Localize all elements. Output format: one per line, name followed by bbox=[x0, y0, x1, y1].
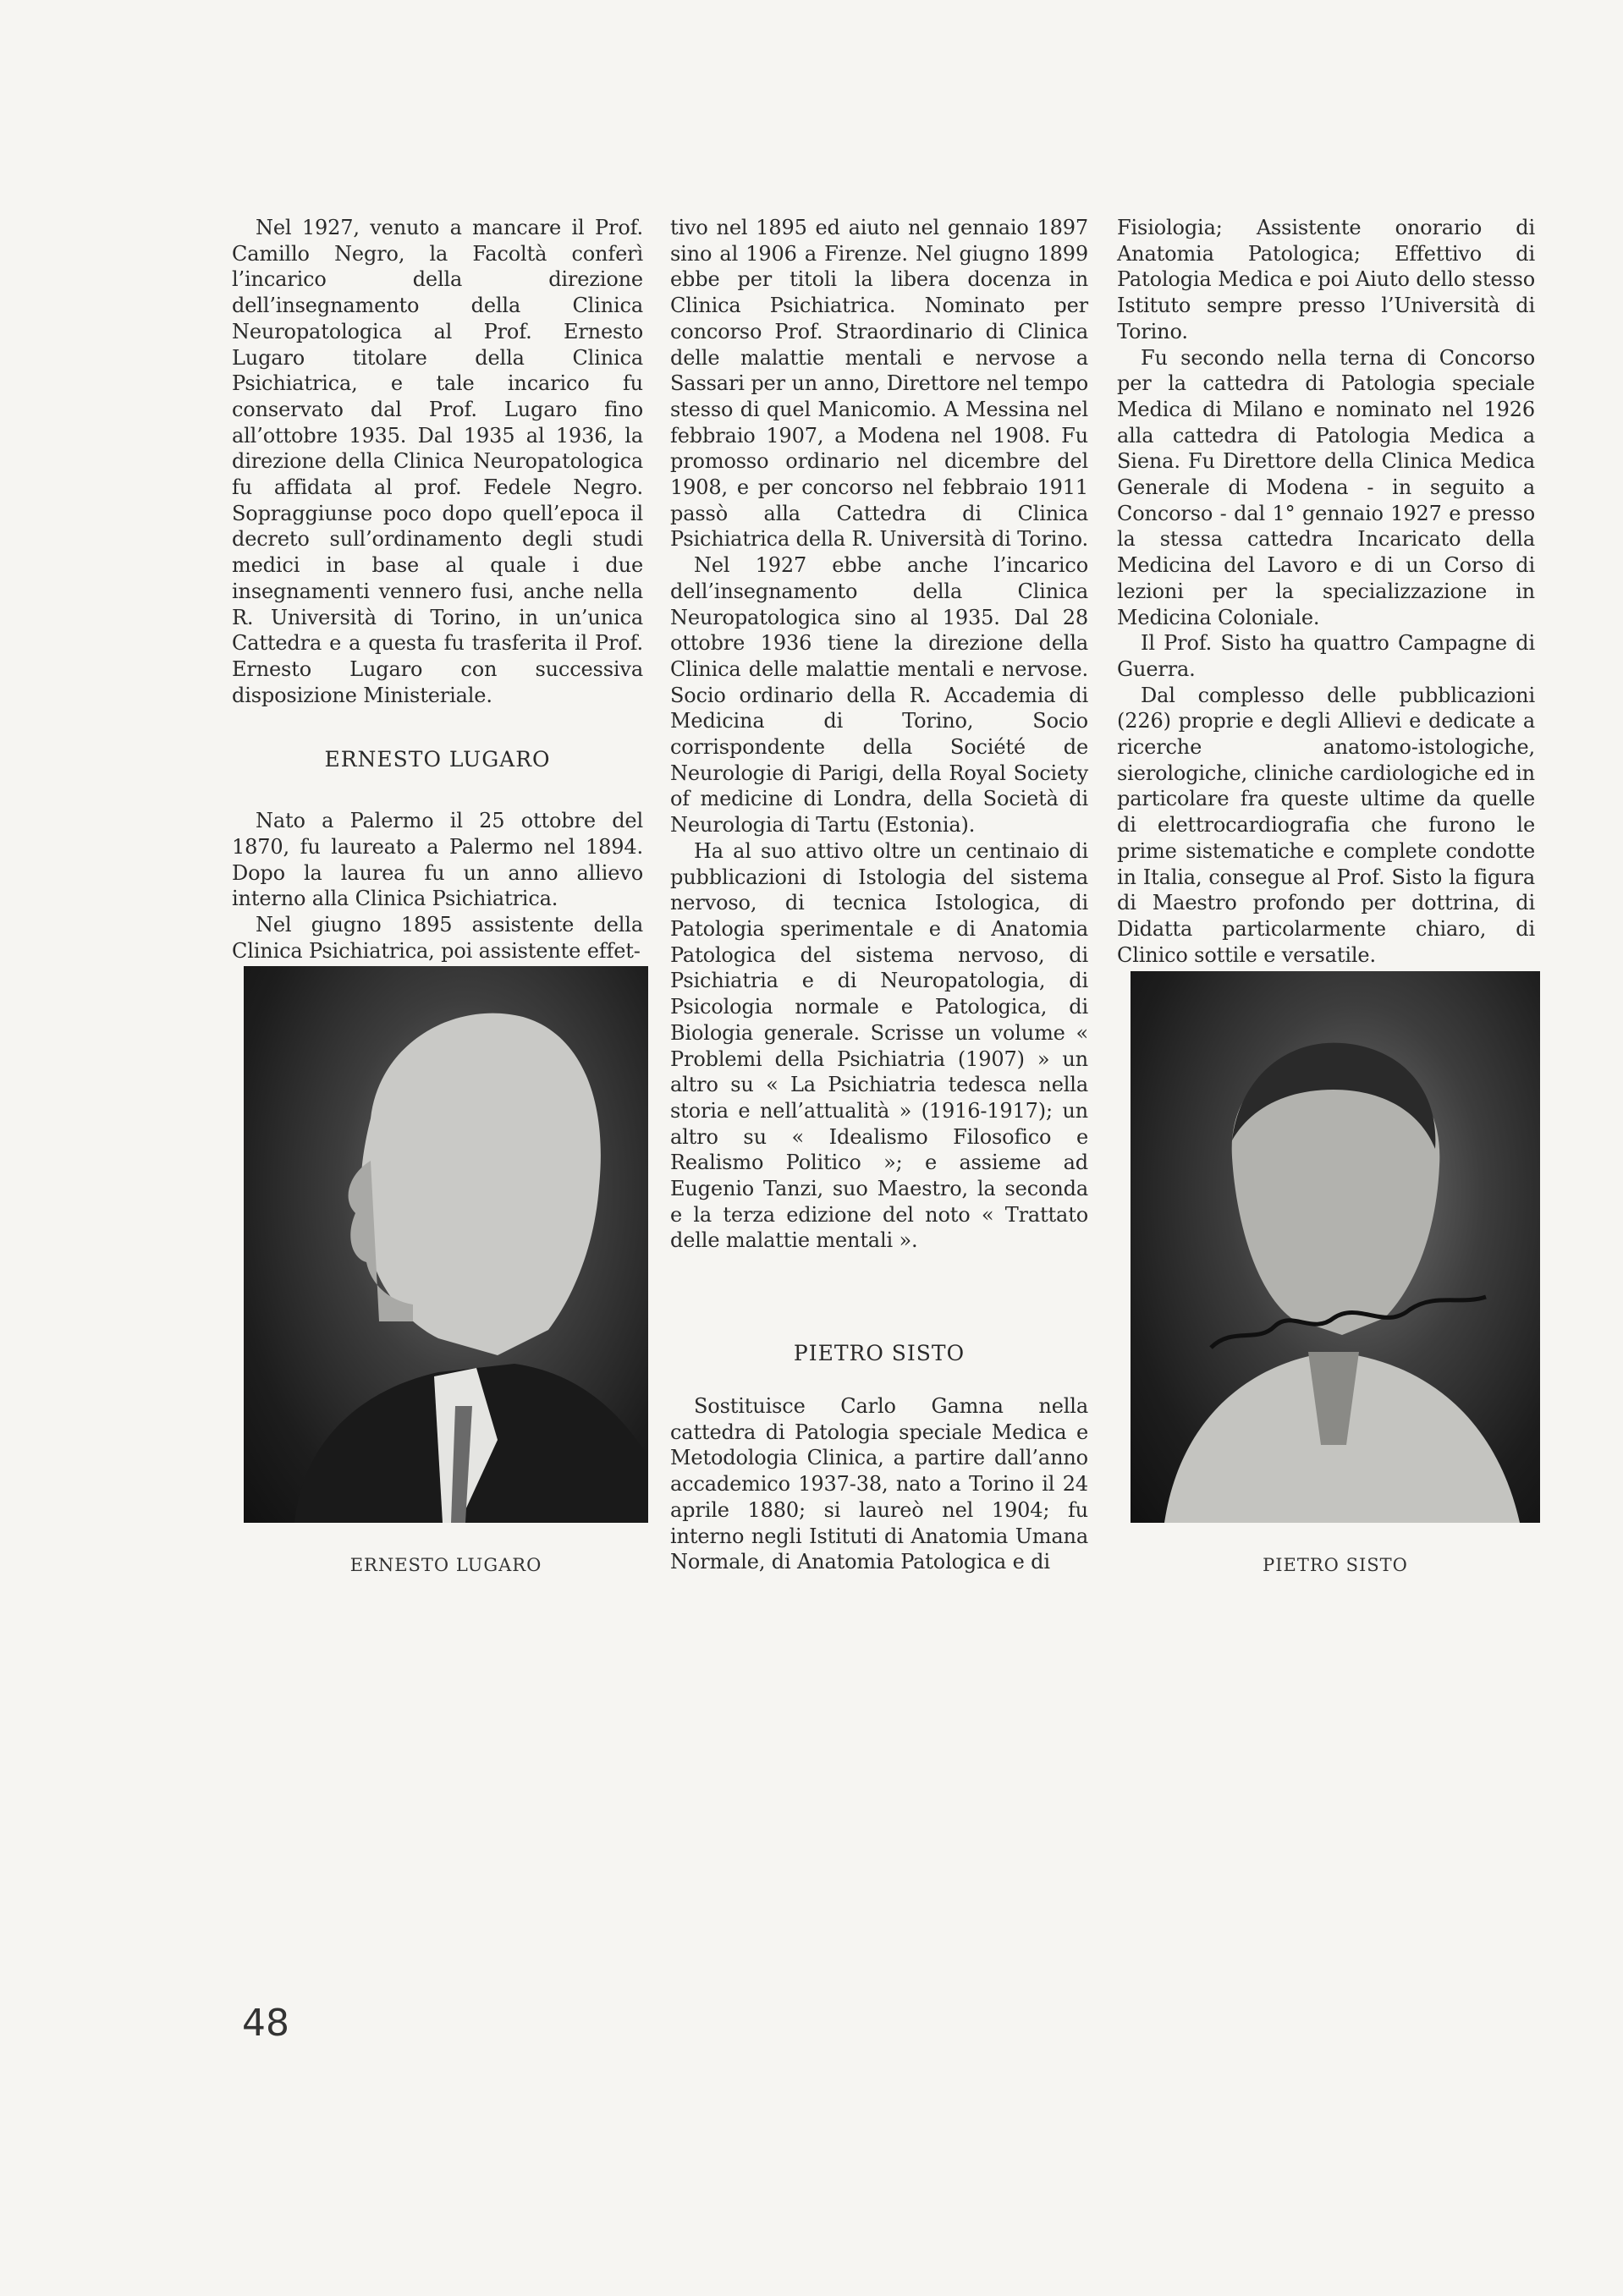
lugaro-photo-caption: ERNESTO LUGARO bbox=[349, 1555, 542, 1575]
sisto-bio-paragraph: Sostituisce Carlo Gamna nella cattedra di Patologia speciale Medica e Metodologia Clinica, a partire dall’anno accademico 1937-38, nato a Torino il 24 aprile 1880; si laureò nel 1904; fu interno negli Istituti di Anatomia Umana Normale, di Anatomia Patologica e di bbox=[670, 1394, 1088, 1574]
lugaro-bio-paragraph: Nato a Palermo il 25 ottobre del 1870, fu laureato a Palermo nel 1894. Dopo la laurea fu un anno allievo interno alla Clinica Psichiatrica. bbox=[232, 809, 643, 911]
sisto-portrait-image bbox=[1131, 971, 1540, 1523]
intro-paragraph: Nel 1927, venuto a mancare il Prof. Camillo Negro, la Facoltà conferì l’incarico della direzione dell’insegnamento della Clinica Neuropatologica al Prof. Ernesto Lugaro titolare della Clinica Psichiatrica, e tale incarico fu conservato dal Prof. Lugaro fino all’ottobre 1935. Dal 1935 al 1936, la direzione della Clinica Neuropatologica fu affidata al prof. Fedele Negro. Sopraggiunse poco dopo quell’epoca il decreto sull’ordinamento degli studi medici in base al quale i due insegnamenti vennero fusi, anche nella R. Università di Torino, in un’unica Cattedra e a questa fu trasferita il Prof. Ernesto Lugaro con successiva disposizione Ministeriale. bbox=[232, 216, 643, 707]
page-number: 48 bbox=[242, 2002, 289, 2045]
column-2-lower bbox=[670, 1341, 1088, 1575]
lugaro-career-paragraph: Nel 1927 ebbe anche l’incarico dell’insegnamento della Clinica Neuropatologica sino al 1935. Dal 28 ottobre 1936 tiene la direzione della Clinica delle malattie mentali e nervose. Socio ordinario della R. Accademia di Medicina di Torino, Socio corrispondente della Société de Neurologie di Parigi, della Royal Society of medicine di Londra, della Società di Neurologia di Tartu (Estonia). bbox=[670, 553, 1088, 838]
lugaro-portrait-image bbox=[244, 966, 648, 1523]
column-2 bbox=[670, 215, 1088, 1254]
lugaro-portrait-photo bbox=[244, 966, 648, 1523]
column-3 bbox=[1117, 215, 1535, 968]
column-1 bbox=[232, 215, 643, 964]
lugaro-publications-paragraph: Ha al suo attivo oltre un centinaio di pubblicazioni di Istologia del sistema nervoso, di tecnica Istologica, di Patologia sperimentale e di Anatomia Patologica del sistema nervoso, di Psichiatria e di Neuropatologia, di Psicologia normale e Patologica, di Biologia generale. Scrisse un volume « Problemi della Psichiatria (1907) » un altro su « La Psichiatria tedesca nella storia e nell’attualità » (1916-1917); un altro su « Idealismo Filosofico e Realismo Politico »; e assieme ad Eugenio Tanzi, suo Maestro, la seconda e la terza edizione del noto « Trattato delle malattie mentali ». bbox=[670, 838, 1088, 1253]
lugaro-bio-paragraph: Nel giugno 1895 assistente della Clinica Psichiatrica, poi assistente effet- bbox=[232, 913, 643, 963]
sisto-career-paragraph: Il Prof. Sisto ha quattro Campagne di Guerra. bbox=[1117, 631, 1535, 681]
sisto-career-paragraph: Fisiologia; Assistente onorario di Anatomia Patologica; Effettivo di Patologia Medica e poi Aiuto dello stesso Istituto sempre presso l’Università di Torino. bbox=[1117, 216, 1535, 343]
sisto-portrait-photo bbox=[1131, 971, 1540, 1523]
lugaro-career-paragraph: tivo nel 1895 ed aiuto nel gennaio 1897 sino al 1906 a Firenze. Nel giugno 1899 ebbe per titoli la libera docenza in Clinica Psichiatrica. Nominato per concorso Prof. Straordinario di Clinica delle malattie mentali e nervose a Sassari per un anno, Direttore nel tempo stesso di quel Manicomio. A Messina nel febbraio 1907, a Modena nel 1908. Fu promosso ordinario nel dicembre del 1908, e per concorso nel febbraio 1911 passò alla Cattedra di Clinica Psichiatrica della R. Università di Torino. bbox=[670, 216, 1088, 552]
section-heading-lugaro: ERNESTO LUGARO bbox=[324, 747, 551, 772]
sisto-publications-paragraph: Dal complesso delle pubblicazioni (226) proprie e degli Allievi e dedicate a ricerche anatomo-istologiche, sierologiche, cliniche cardiologiche ed in particolare fra queste ultime da quelle di elettrocardiografia che furono le prime sistematiche e complete condotte in Italia, consegue al Prof. Sisto la figura di Maestro profondo per dottrina, di Didatta particolarmente chiaro, di Clinico sottile e versatile. bbox=[1117, 683, 1535, 967]
section-heading-sisto: PIETRO SISTO bbox=[793, 1341, 966, 1365]
sisto-career-paragraph: Fu secondo nella terna di Concorso per la cattedra di Patologia speciale Medica di Milano e nominato nel 1926 alla cattedra di Patologia Medica a Siena. Fu Direttore della Clinica Medica Generale di Modena - in seguito a Concorso - dal 1° gennaio 1927 e presso la stessa cattedra Incaricato della Medicina del Lavoro e di un Corso di lezioni per la specializzazione in Medicina Coloniale. bbox=[1117, 345, 1535, 629]
sisto-photo-caption: PIETRO SISTO bbox=[1263, 1555, 1408, 1575]
